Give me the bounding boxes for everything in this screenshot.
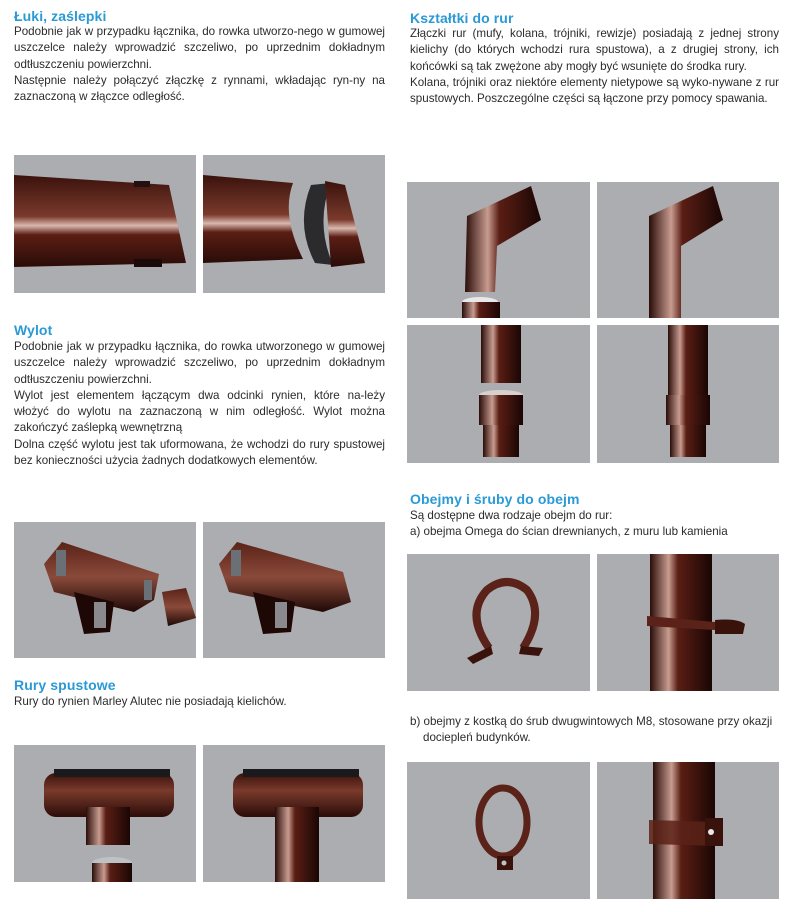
pipe-tee-joined-icon xyxy=(203,745,385,882)
section-title-obejmy: Obejmy i śruby do obejm xyxy=(410,491,580,507)
ring-clamp-pipe-icon xyxy=(597,762,779,899)
section-title-luki-zaslepki: Łuki, zaślepki xyxy=(14,8,107,24)
paragraph: Złączki rur (mufy, kolana, trójniki, rewizje) posiadają z jednej strony kielichy (do których wchodzi rura spustowa), a z drugiej strony, ich końcówki są tak zwężone aby mogły być wsunięte do środka rury. xyxy=(410,27,779,73)
image-ring-clamp-on-pipe xyxy=(597,762,779,899)
pipe-tee-icon xyxy=(14,745,196,882)
pipe-socket-joined-icon xyxy=(597,325,779,463)
image-outlet-pipe-joined xyxy=(203,745,385,882)
pipe-elbow-icon xyxy=(407,182,590,318)
image-ring-clamp xyxy=(407,762,590,899)
image-outlet-assembled xyxy=(203,522,385,658)
section-text-rury-spustowe xyxy=(14,694,385,710)
image-omega-clamp-on-pipe xyxy=(597,554,779,691)
image-gutter-end-with-cap xyxy=(203,155,385,293)
image-pipe-socket-separate xyxy=(407,325,590,463)
omega-clamp-pipe-icon xyxy=(597,554,779,691)
section-text-obejmy-b xyxy=(410,714,782,747)
ring-clamp-icon xyxy=(407,762,590,899)
gutter-cap-icon xyxy=(203,155,385,293)
image-outlet-with-cap-separate xyxy=(14,522,196,658)
gutter-end-icon xyxy=(14,155,196,293)
paragraph: Podobnie jak w przypadku łącznika, do rowka utworzonego w gumowej uszczelce należy wprowadzić szczeliwo, po uprzednim dokładnym odtłuszczeniu powierzchni. xyxy=(14,340,385,386)
omega-clamp-icon xyxy=(407,554,590,691)
image-omega-clamp xyxy=(407,554,590,691)
section-text-wylot xyxy=(14,339,385,469)
paragraph: Podobnie jak w przypadku łącznika, do rowka utworzo-nego w gumowej uszczelce należy wprowadzić szczeliwo, po uprzednim dokładnym odtłuszczeniu powierzchni. xyxy=(14,25,385,71)
section-title-wylot: Wylot xyxy=(14,322,53,338)
gutter-outlet-icon xyxy=(14,522,196,658)
image-outlet-pipe-separate xyxy=(14,745,196,882)
pipe-socket-icon xyxy=(407,325,590,463)
image-gutter-end-open xyxy=(14,155,196,293)
section-title-rury-spustowe: Rury spustowe xyxy=(14,677,116,693)
paragraph: Wylot jest elementem łączącym dwa odcinki rynien, które na-leży włożyć do wylotu na zaznaczoną w nim odległość. Wylot można zakończyć zaślepką wewnętrzną xyxy=(14,388,385,435)
gutter-outlet-assembled-icon xyxy=(203,522,385,658)
paragraph: a) obejma Omega do ścian drewnianych, z muru lub kamienia xyxy=(410,525,728,539)
paragraph: b) obejmy z kostką do śrub dwugwintowych M8, stosowane przy okazji dociepleń budynków. xyxy=(410,715,773,745)
section-text-ksztaltki-do-rur xyxy=(410,26,779,107)
image-elbow-separate xyxy=(407,182,590,318)
image-pipe-socket-joined xyxy=(597,325,779,463)
paragraph: Kolana, trójniki oraz niektóre elementy nietypowe są wyko-nywane z rur spustowych. Poszczególne części są łączone przy pomocy spawania. xyxy=(410,75,779,106)
section-text-obejmy xyxy=(410,508,782,541)
paragraph: Następnie należy połączyć złączkę z rynnami, wkładając ryn-ny na zaznaczoną w złączce odległość. xyxy=(14,73,385,104)
section-title-ksztaltki-do-rur: Kształtki do rur xyxy=(410,10,514,26)
paragraph: Są dostępne dwa rodzaje obejm do rur: xyxy=(410,509,613,522)
image-elbow-joined xyxy=(597,182,779,318)
paragraph: Dolna część wylotu jest tak uformowana, że wchodzi do rury spustowej bez konieczności użycia żadnych dodatkowych elementów. xyxy=(14,437,385,468)
pipe-elbow-joined-icon xyxy=(597,182,779,318)
paragraph: Rury do rynien Marley Alutec nie posiadają kielichów. xyxy=(14,695,287,708)
section-text-luki-zaslepki xyxy=(14,24,385,105)
